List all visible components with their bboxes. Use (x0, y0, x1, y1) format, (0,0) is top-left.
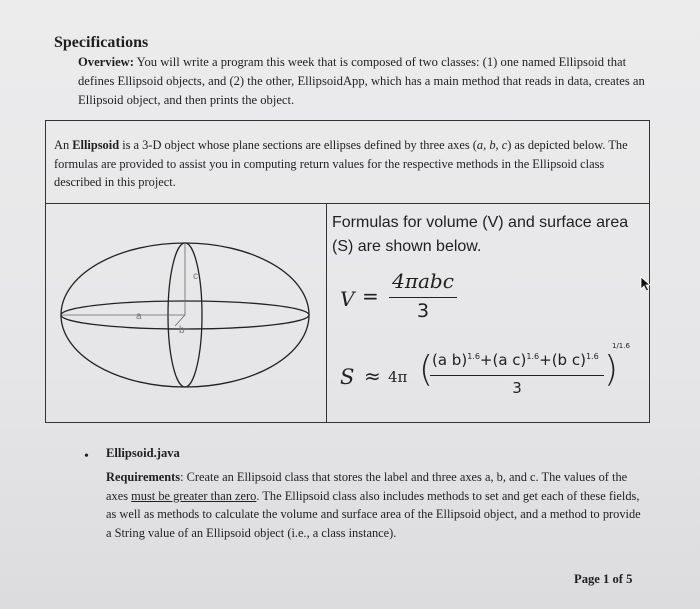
ellipsoid-definition-box (45, 120, 650, 423)
intro-text-1: is a 3-D object whose plane sections are ellipses defined by three axes ( (119, 138, 477, 152)
surface-power-3: 1.6 (585, 352, 599, 361)
surface-power-1: 1.6 (467, 352, 480, 361)
intro-prefix: An (54, 138, 73, 152)
volume-fraction-bar (389, 297, 457, 298)
surface-left-paren: ( (419, 349, 434, 390)
overview-label: Overview: (78, 55, 134, 69)
surface-term-ac: +(a c) (479, 351, 527, 369)
section-file-name: Ellipsoid.java (106, 446, 180, 460)
formulas-heading: Formulas for volume (V) and surface area (S) are shown below. (332, 214, 629, 255)
surface-approx: ≈ (364, 364, 381, 388)
table-divider-vertical (326, 203, 327, 422)
requirements-underlined: must be greater than zero (131, 488, 257, 503)
table-divider-horizontal (46, 203, 649, 204)
surface-fraction-bar (430, 375, 604, 376)
requirements-text-1: : Create an Ellipsoid class that stores the label and three axes a, b, and c. The values of the axes (106, 470, 628, 503)
volume-equals: = (362, 284, 379, 308)
surface-variable: S (340, 365, 355, 389)
surface-right-paren: ) (604, 349, 619, 390)
surface-numerator (432, 351, 599, 369)
requirements-text-2: . The Ellipsoid class also includes methods to set and get each of these fields, as well as methods to calculate the volume and surface area of the Ellipsoid object, and a method to provide a String value of an Ellipsoid object (i.e., a class instance). (106, 488, 641, 540)
intro-text-2: ) as depicted below. The formulas are provided to assist you in computing return values for the respective methods in the Ellipsoid class described in this project. (54, 138, 628, 189)
surface-denominator: 3 (512, 379, 522, 397)
volume-numerator: 4πabc (392, 269, 454, 293)
volume-variable: V (340, 287, 355, 311)
bullet-icon: • (84, 449, 89, 464)
ellipsoid-intro (54, 136, 639, 192)
axis-c-label: c (193, 271, 198, 282)
page-title: Specifications (54, 34, 149, 51)
intro-axes: a, b, c (476, 138, 508, 152)
surface-power-2: 1.6 (526, 352, 540, 361)
surface-term-bc: +(b c) (539, 351, 586, 369)
mouse-pointer-icon (640, 276, 652, 292)
requirements-paragraph (106, 468, 646, 542)
volume-denominator: 3 (416, 300, 430, 322)
overview-text: You will write a program this week that is composed of two classes: (1) one named Ellipsoid that defines Ellipsoid objects, and (2) the other, EllipsoidApp, which has a main method that reads in data, creates an Ellipsoid object, and then prints the object. (78, 55, 645, 107)
surface-coefficient: 4π (388, 368, 408, 386)
intro-bold-term: Ellipsoid (72, 138, 120, 152)
requirements-label: Requirements (106, 470, 181, 484)
surface-term-ab: (a b) (432, 351, 468, 369)
axis-a-label: a (136, 311, 142, 322)
surface-outer-exponent: 1/1.6 (612, 342, 630, 350)
axis-b-label: b (179, 325, 185, 336)
page-number: Page 1 of 5 (574, 572, 633, 586)
ellipsoid-diagram (54, 209, 319, 409)
overview-paragraph (78, 53, 648, 110)
